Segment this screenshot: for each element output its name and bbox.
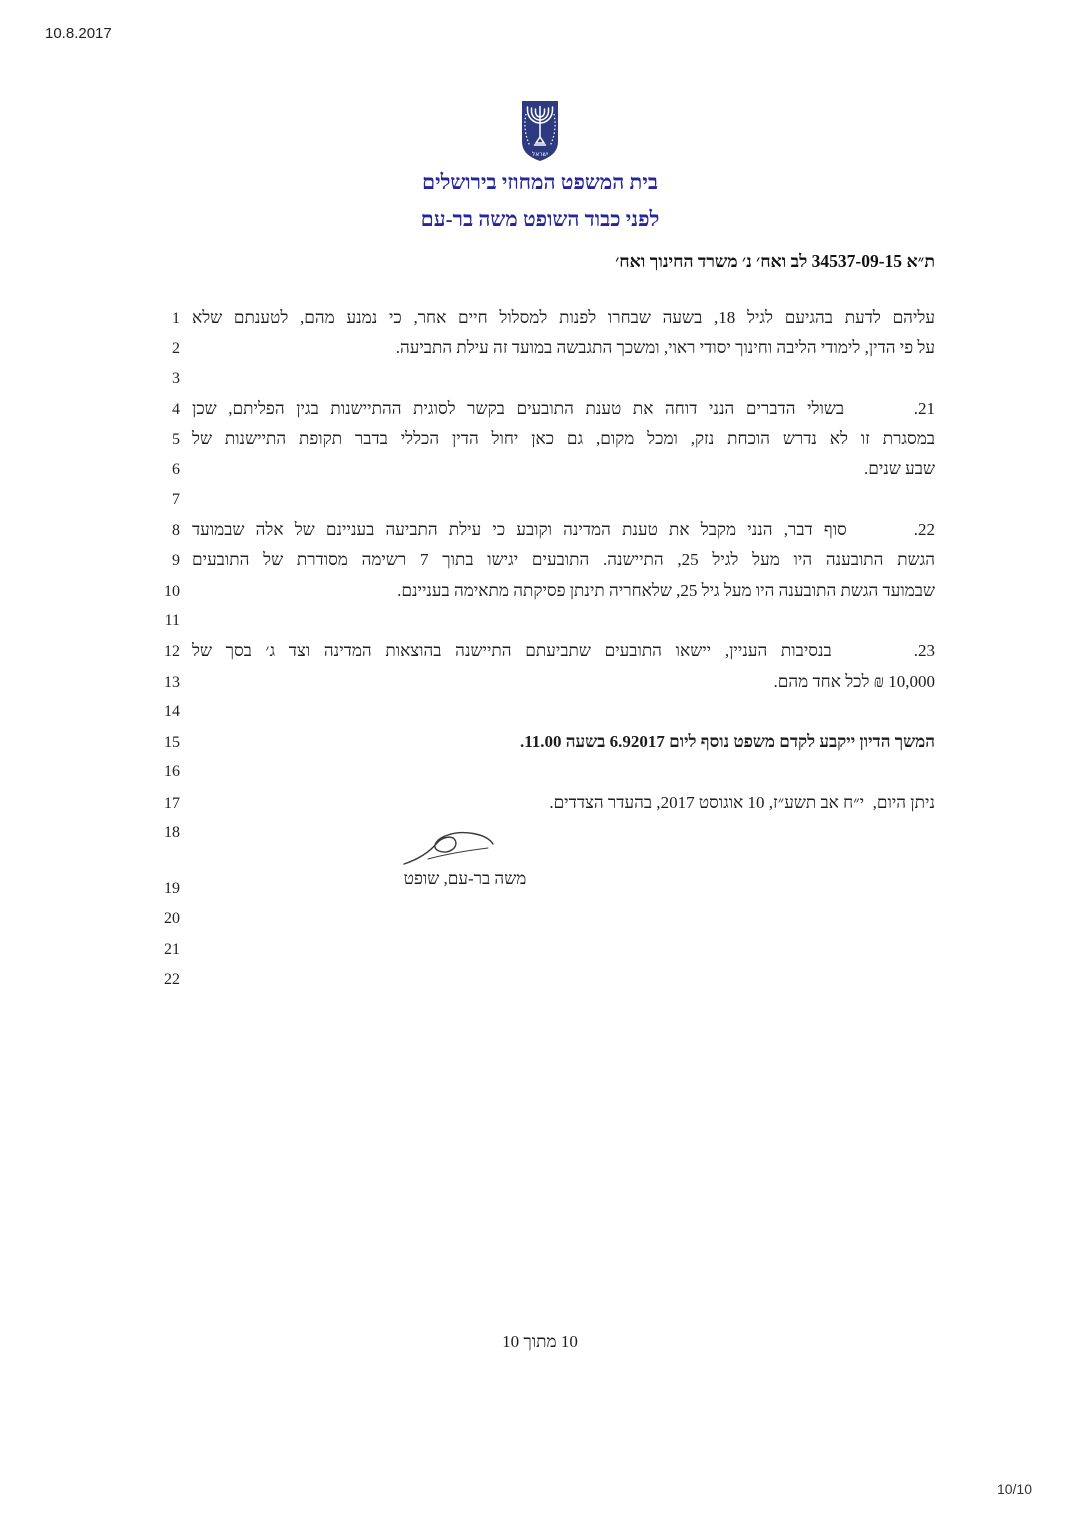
line-number: 22 [164,970,180,988]
line-row [146,303,935,333]
line-text: עליהם לדעת בהגיעם לגיל 18, בשעה שבחרו לפנות למסלול חיים אחר, כי נמנע מהם, לטענתם שלא [192,308,935,327]
line-number: 8 [172,522,180,540]
line-row [146,757,935,787]
line-number: 16 [164,763,180,781]
line-number: 20 [164,910,180,928]
israel-state-emblem-icon [518,98,562,169]
court-name-heading: בית המשפט המחוזי בירושלים [422,170,658,194]
line-row [146,485,935,515]
line-row [146,935,935,965]
line-number: 9 [172,552,180,570]
case-number-line: ת״א 34537-09-15 לב ואח׳ נ׳ משרד החינוך ואח׳ [615,251,935,271]
line-text: המשך הדיון ייקבע לקדם משפט נוסף ליום 6.92017 בשעה 11.00. [519,732,935,752]
line-row [146,636,935,666]
line-text: הגשת התובענה היו מעל לגיל 25, התיישנה. התובעים יגישו בתוך 7 רשימה מסודרת של התובעים [192,550,935,570]
line-text: 10,000 ₪ לכל אחד מהם. [773,671,935,691]
line-row [146,606,935,636]
line-number: 18 [164,824,180,842]
line-number: 10 [164,582,180,600]
line-row [146,904,935,934]
line-text: שבמועד הגשת התובענה היו מעל גיל 25, שלאחריה תינתן פסיקתה מתאימה בעניינם. [397,580,935,600]
line-row [146,788,935,818]
line-number: 21 [164,940,180,958]
line-number: 6 [172,461,180,479]
line-row [146,727,935,757]
line-row [146,818,935,848]
line-number: 15 [164,734,180,752]
line-row [146,965,935,995]
line-row [146,576,935,606]
line-text: שבע שנים. [864,459,935,479]
body-lines-tail [146,874,935,995]
line-row [146,364,935,394]
line-row [146,515,935,545]
line-number: 2 [172,340,180,358]
line-number: 4 [172,400,180,418]
line-number: 3 [172,369,180,387]
line-number: 19 [164,880,180,897]
page-number-center: 10 מתוך 10 [502,1332,578,1351]
line-row [146,333,935,363]
body-lines [146,303,935,848]
line-number: 13 [164,673,180,691]
line-number: 1 [172,310,180,327]
line-number: 12 [164,643,180,661]
line-row [146,454,935,484]
line-number: 17 [164,794,180,812]
line-row [146,424,935,454]
line-text: ניתן היום, י״ח אב תשע״ז, 10 אוגוסט 2017, בהעדר הצדדים. [549,792,935,812]
line-row [146,697,935,727]
document-date: 10.8.2017 [45,25,112,42]
page-number-corner: 10/10 [996,1481,1032,1497]
line-row [146,394,935,424]
line-text: 23. בנסיבות העניין, יישאו התובעים שתביעתם התיישנה בהוצאות המדינה וצד ג׳ בסך של [192,641,935,661]
judge-heading: לפני כבוד השופט משה בר-עם [420,207,660,231]
line-number: 7 [172,490,180,508]
line-number: 5 [172,431,180,449]
line-text: 22. סוף דבר, הנני מקבל את טענת המדינה וקובע כי עילת התביעה בעניינם של אלה שבמועד [192,520,935,540]
judge-signature-name: משה בר-עם, שופט [403,869,527,888]
line-row [146,545,935,575]
svg-text:ישראל: ישראל [531,151,549,158]
line-text: במסגרת זו לא נדרש הוכחת נזק, ומכל מקום, גם כאן יחול הדין הכללי בדבר תקופת התיישנות של [192,429,935,449]
line-text: 21. בשולי הדברים הנני דוחה את טענת התובעים בקשר לסוגית ההתיישנות בגין הפליתם, שכן [192,398,935,418]
line-row [146,667,935,697]
line-text: על פי הדין, לימודי הליבה וחינוך יסודי ראוי, ומשכך התגבשה במועד זה עילת התביעה. [395,338,935,358]
line-number: 11 [164,611,180,629]
line-number: 14 [164,702,180,720]
